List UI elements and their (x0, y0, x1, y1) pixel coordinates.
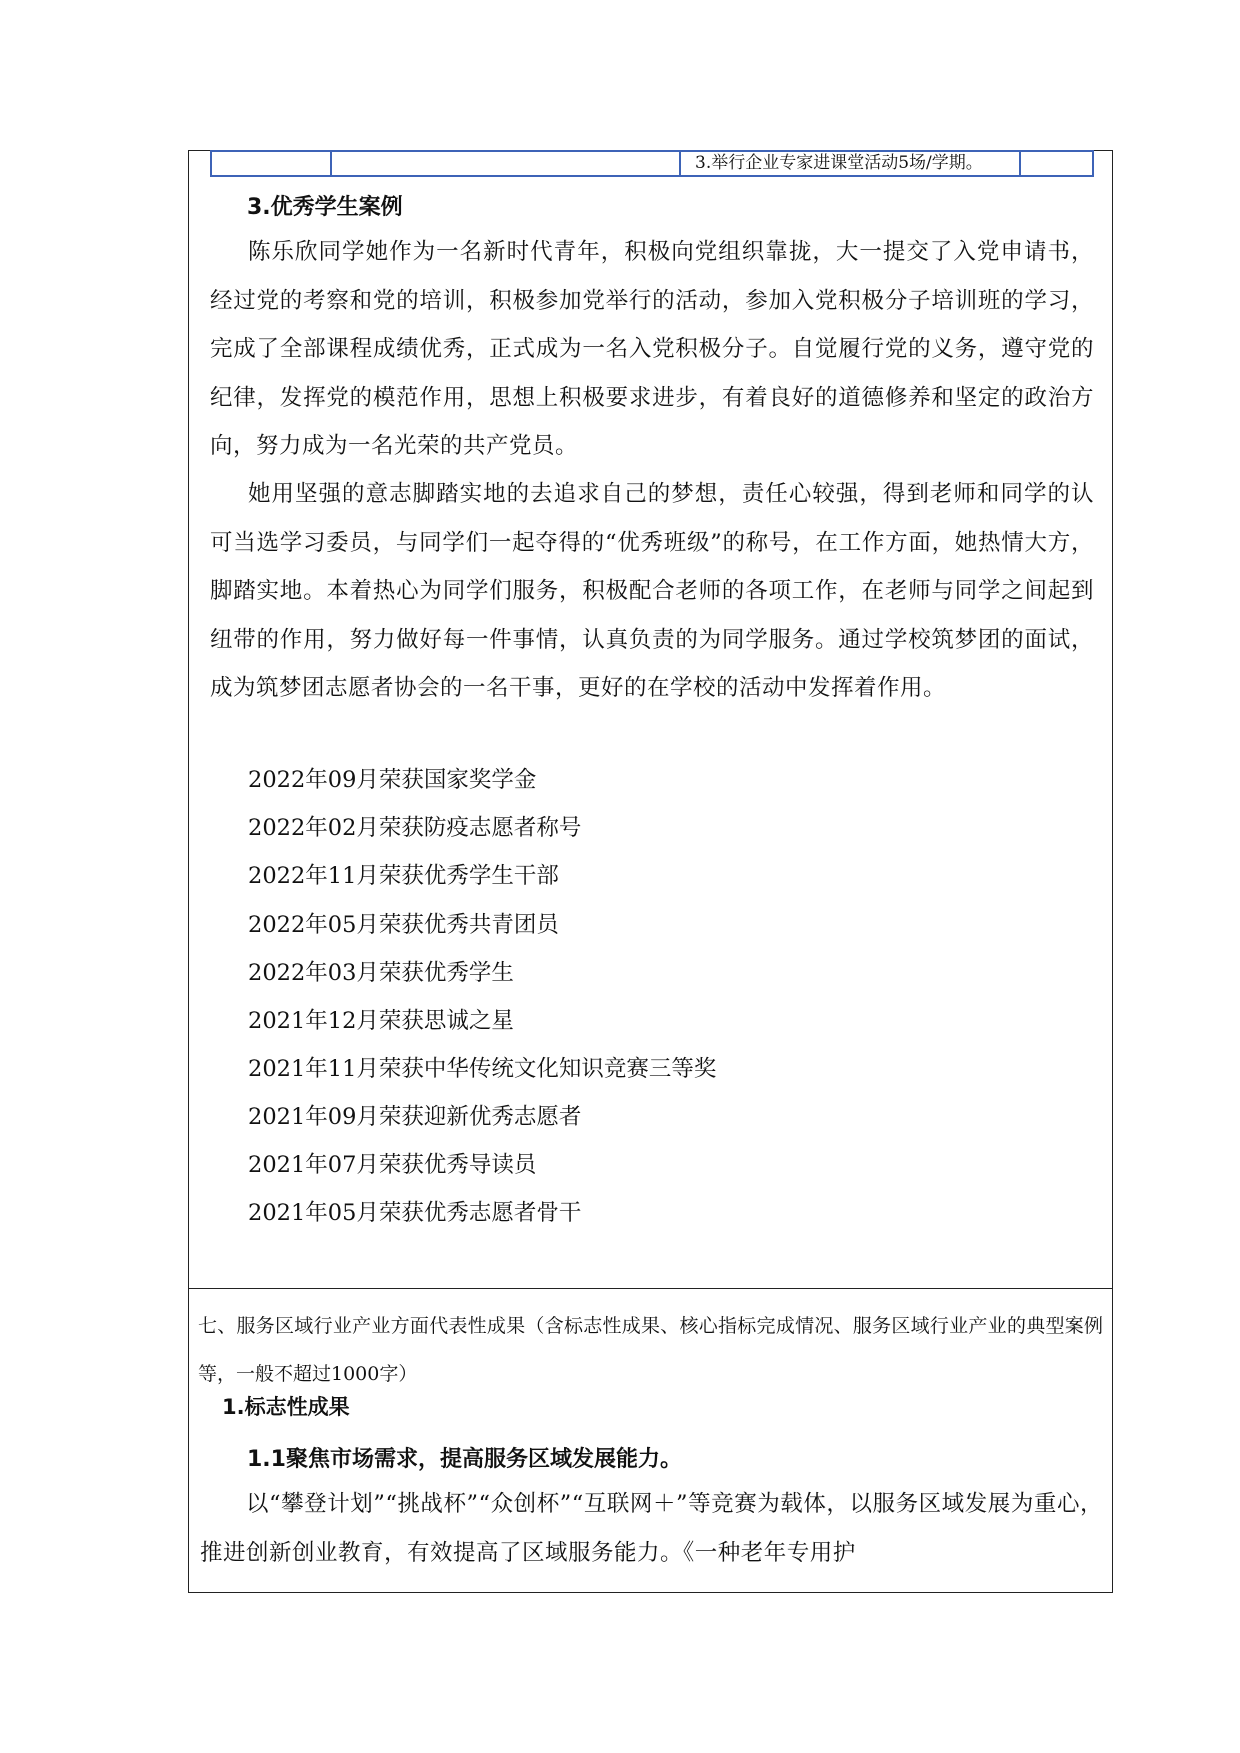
award-item: 2021年09月荣获迎新优秀志愿者 (248, 1104, 582, 1130)
section-divider (188, 1288, 1113, 1289)
section7-subheading: 1.标志性成果 (222, 1395, 350, 1419)
award-item: 2021年11月荣获中华传统文化知识竞赛三等奖 (248, 1056, 717, 1082)
case-paragraph-2: 她用坚强的意志脚踏实地的去追求自己的梦想，责任心较强，得到老师和同学的认可当选学习委员，与同学们一起夺得的“优秀班级”的称号，在工作方面，她热情大方，脚踏实地。本着热心为同学们服务，积极配合老师的各项工作，在老师与同学之间起到纽带的作用，努力做好每一件事情，认真负责的为同学服务。通过学校筑梦团的面试，成为筑梦团志愿者协会的一名干事，更好的在学校的活动中发挥着作用。 (210, 481, 1094, 701)
award-item: 2021年05月荣获优秀志愿者骨干 (248, 1200, 582, 1226)
section7-subsubheading: 1.1聚焦市场需求，提高服务区域发展能力。 (247, 1447, 682, 1472)
measures-table-row (210, 150, 1094, 177)
table-cell (332, 152, 681, 175)
table-cell (212, 152, 332, 175)
award-item: 2022年11月荣获优秀学生干部 (248, 863, 559, 889)
section7-title: 七、服务区域行业产业方面代表性成果（含标志性成果、核心指标完成情况、服务区域行业产业的典型案例等，一般不超过1000字） (198, 1315, 1103, 1385)
section7-paragraph: 以“攀登计划”“挑战杯”“众创杯”“互联网＋”等竞赛为载体，以服务区域发展为重心，推进创新创业教育，有效提高了区域服务能力。《一种老年专用护 (200, 1491, 1103, 1566)
award-item: 2022年02月荣获防疫志愿者称号 (248, 815, 582, 841)
award-item: 2021年12月荣获思诚之星 (248, 1008, 514, 1034)
award-item: 2022年03月荣获优秀学生 (248, 960, 514, 986)
case-heading: 3.优秀学生案例 (247, 195, 403, 220)
award-item: 2021年07月荣获优秀导读员 (248, 1152, 537, 1178)
case-paragraph-1: 陈乐欣同学她作为一名新时代青年，积极向党组织靠拢，大一提交了入党申请书，经过党的考察和党的培训，积极参加党举行的活动，参加入党积极分子培训班的学习，完成了全部课程成绩优秀，正式成为一名入党积极分子。自觉履行党的义务，遵守党的纪律，发挥党的模范作用，思想上积极要求进步，有着良好的道德修养和坚定的政治方向，努力成为一名光荣的共产党员。 (210, 239, 1094, 459)
award-item: 2022年09月荣获国家奖学金 (248, 767, 537, 793)
table-cell (1021, 152, 1092, 175)
table-cell: 3.举行企业专家进课堂活动5场/学期。 (681, 152, 1021, 175)
award-item: 2022年05月荣获优秀共青团员 (248, 912, 559, 938)
